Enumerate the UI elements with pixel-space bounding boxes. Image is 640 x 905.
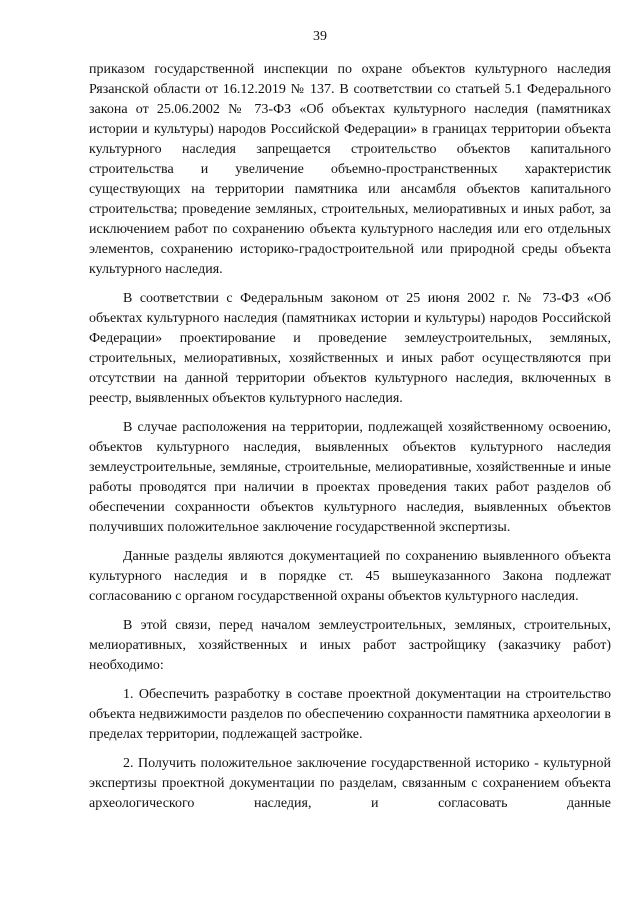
document-body xyxy=(89,60,611,823)
paragraph-requirement-2: 2. Получить положительное заключение государственной историко - культурной экспертизы проектной документации по разделам, связанным с сохранением объекта археологического наследия, и согласовать данные xyxy=(89,756,611,811)
paragraph-federal-law: В соответствии с Федеральным законом от 25 июня 2002 г. № 73-ФЗ «Об объектах культурного наследия (памятниках истории и культуры) народов Российской Федерации» проектирование и проведение землеустроительных, земляных, строительных, мелиоративных, хозяйственных и иных работ осуществляются при отсутствии на данной территории объектов культурного наследия, включенных в реестр, выявленных объектов культурного наследия. xyxy=(89,291,611,406)
paragraph-territory-location: В случае расположения на территории, подлежащей хозяйственному освоению, объектов культурного наследия, выявленных объектов культурного наследия землеустроительные, земляные, строительные, мелиоративные, хозяйственные и иные работы проводятся при наличии в проектах проведения таких работ разделов об обеспечении сохранности объектов культурного наследия, выявленных объектов получивших положительное заключение государственной экспертизы. xyxy=(89,420,611,535)
paragraph-continuation: приказом государственной инспекции по охране объектов культурного наследия Рязанской области от 16.12.2019 № 137. В соответствии со статьей 5.1 Федерального закона от 25.06.2002 № 73-ФЗ «Об объектах культурного наследия (памятниках истории и культуры) народов Российской Федерации» в границах территории объекта культурного наследия запрещается строительство объектов капитального строительства и увеличение объемно-пространственных характеристик существующих на территории памятника или ансамбля объектов капитального строительства; проведение земляных, строительных, мелиоративных и иных работ, за исключением работ по сохранению объекта культурного наследия или его отдельных элементов, сохранению историко-градостроительной или природной среды объекта культурного наследия. xyxy=(89,62,611,277)
paragraph-requirements-intro: В этой связи, перед началом землеустроительных, земляных, строительных, мелиоративных, хозяйственных и иных работ застройщику (заказчику работ) необходимо: xyxy=(89,618,611,673)
paragraph-documentation-sections: Данные разделы являются документацией по сохранению выявленного объекта культурного наследия и в порядке ст. 45 вышеуказанного Закона подлежат согласованию с органом государственной охраны объектов культурного наследия. xyxy=(89,549,611,604)
paragraph-requirement-1: 1. Обеспечить разработку в составе проектной документации на строительство объекта недвижимости разделов по обеспечению сохранности памятника археологии в пределах территории, подлежащей застройке. xyxy=(89,687,611,742)
page-number: 39 xyxy=(313,29,327,44)
